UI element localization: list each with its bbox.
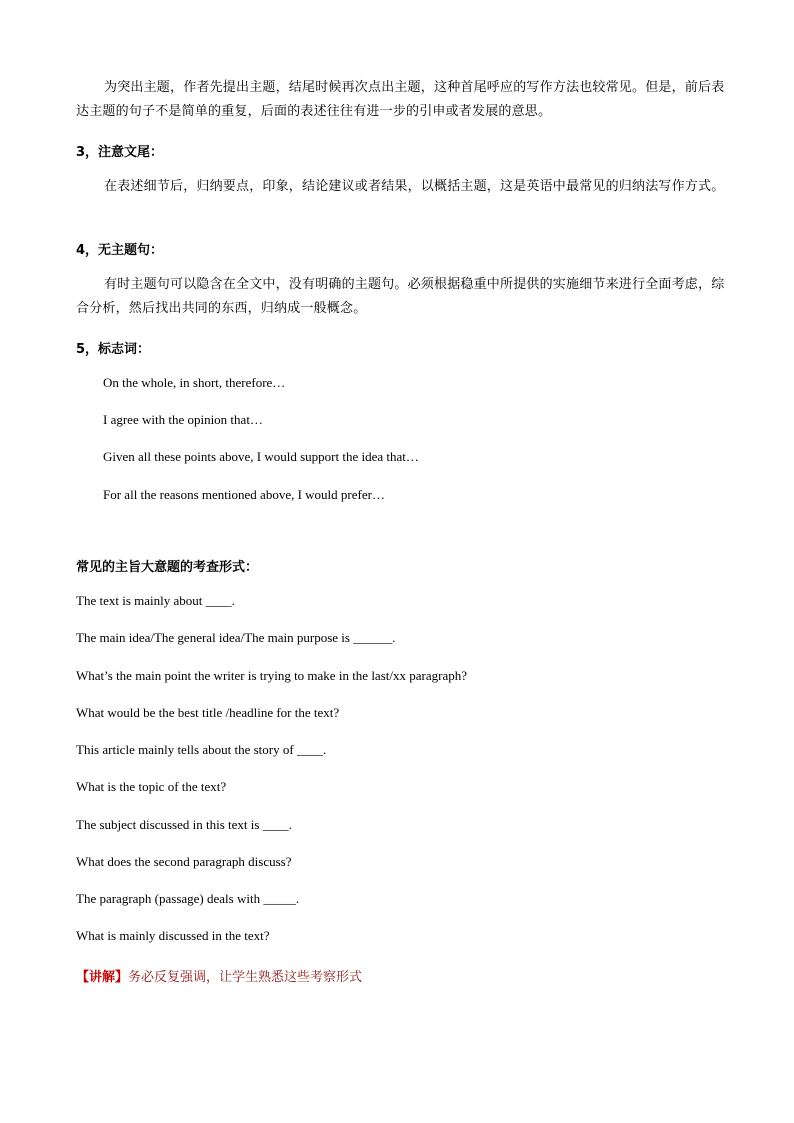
heading-5-signal-words: 5，标志词： (76, 342, 151, 357)
question-form: What is mainly discussed in the text? (76, 928, 270, 943)
question-form: The paragraph (passage) deals with _____. (76, 891, 300, 906)
paragraph-no-topic-sentence: 有时主题句可以隐含在全文中，没有明确的主题句。必须根据稳重中所提供的实施细节来进行全面考虑，综合分析，然后找出共同的东西，归纳成一般概念。 (76, 277, 725, 316)
question-form: What is the topic of the text? (76, 779, 227, 794)
question-form: This article mainly tells about the story of ____. (76, 742, 327, 757)
question-form: What would be the best title /headline for the text? (76, 705, 340, 720)
heading-3-ending: 3，注意文尾： (76, 145, 164, 160)
note-text: 务必反复强调，让学生熟悉这些考察形式 (128, 970, 363, 985)
question-form: What’s the main point the writer is trying to make in the last/xx paragraph? (76, 668, 467, 683)
question-form: The text is mainly about ____. (76, 593, 235, 608)
question-form: The subject discussed in this text is ____. (76, 817, 292, 832)
note-tag: 【讲解】 (76, 970, 129, 985)
question-form: The main idea/The general idea/The main purpose is ______. (76, 630, 396, 645)
signal-phrase: On the whole, in short, therefore… (103, 375, 286, 390)
paragraph-echo-theme: 为突出主题，作者先提出主题，结尾时候再次点出主题，这种首尾呼应的写作方法也较常见。但是，前后表达主题的句子不是简单的重复，后面的表述往往有进一步的引申或者发展的意思。 (76, 80, 725, 119)
heading-4-no-topic-sentence: 4，无主题句： (76, 243, 164, 258)
paragraph-ending: 在表述细节后，归纳要点，印象，结论建议或者结果，以概括主题，这是英语中最常见的归纳法写作方式。 (104, 179, 725, 194)
teaching-note (76, 966, 362, 985)
signal-phrase: I agree with the opinion that… (103, 412, 263, 427)
signal-phrase: For all the reasons mentioned above, I would prefer… (103, 487, 385, 502)
section-title-question-forms: 常见的主旨大意题的考查形式： (76, 560, 259, 575)
question-form: What does the second paragraph discuss? (76, 854, 292, 869)
signal-phrase: Given all these points above, I would support the idea that… (103, 449, 419, 464)
